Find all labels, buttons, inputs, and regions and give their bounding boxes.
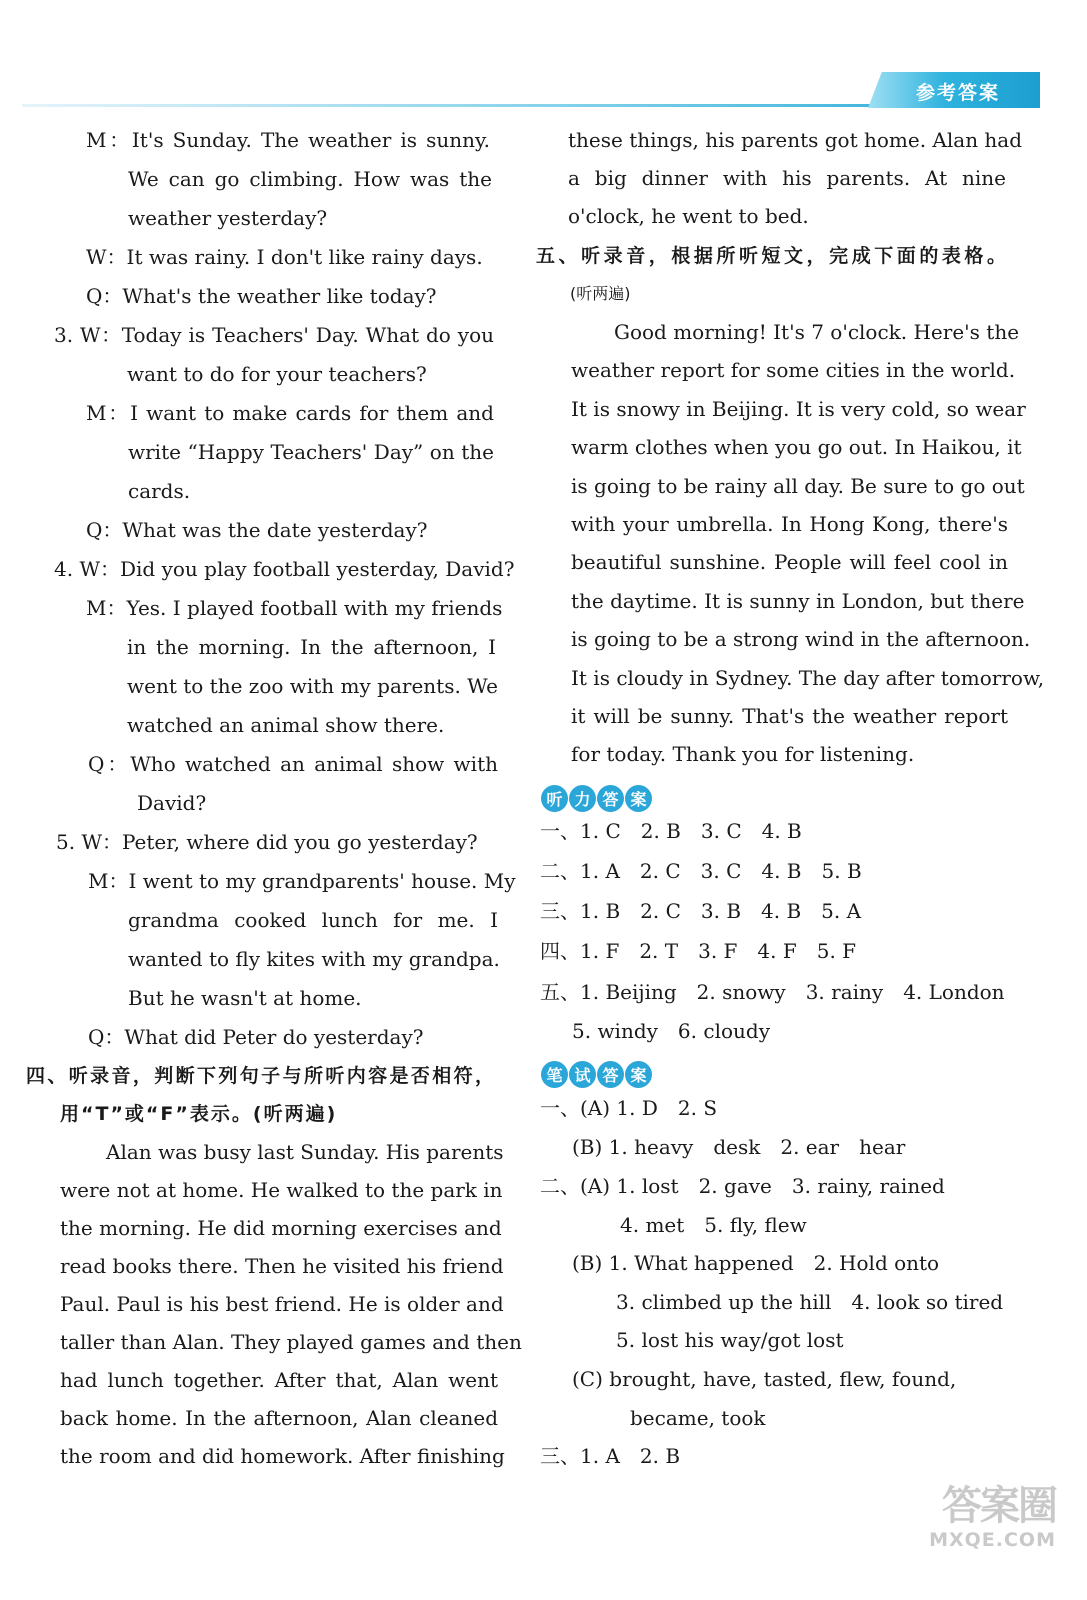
dialogue-line: in the morning. In the afternoon, I — [127, 635, 496, 659]
passage-line: taller than Alan. They played games and then — [60, 1330, 522, 1354]
passage-line: It is snowy in Beijing. It is very cold, so wear — [571, 397, 1026, 421]
listening-answers-badge — [541, 785, 652, 813]
passage-line: o'clock, he went to bed. — [568, 204, 809, 228]
dialogue-line: M：I went to my grandparents' house. My — [88, 869, 516, 893]
passage-line: warm clothes when you go out. In Haikou, it — [571, 435, 1022, 459]
badge-char: 试 — [569, 1061, 596, 1088]
passage-line: read books there. Then he visited his friend — [60, 1254, 504, 1278]
section4-heading-2: 用“T”或“F”表示。(听两遍) — [60, 1103, 338, 1125]
answer-line: (B) 1. What happened 2. Hold onto — [572, 1251, 940, 1275]
passage-line: with your umbrella. In Hong Kong, there's — [571, 512, 1008, 536]
watermark-url: MXQE.COM — [929, 1529, 1056, 1551]
dialogue-line: M：It's Sunday. The weather is sunny. — [86, 128, 490, 152]
answer-line: 二、(A) 1. lost 2. gave 3. rainy, rained — [540, 1174, 945, 1198]
dialogue-line: Q：What's the weather like today? — [86, 284, 437, 308]
passage-line: Paul. Paul is his best friend. He is older and — [60, 1292, 504, 1316]
passage-line: Good morning! It's 7 o'clock. Here's the — [614, 320, 1020, 344]
dialogue-line: 5. W：Peter, where did you go yesterday? — [56, 830, 478, 854]
dialogue-line: We can go climbing. How was the — [128, 167, 492, 191]
passage-line: for today. Thank you for listening. — [571, 742, 915, 766]
passage-line: It is cloudy in Sydney. The day after tomorrow, — [571, 666, 1045, 690]
badge-char: 听 — [541, 785, 568, 812]
dialogue-line: watched an animal show there. — [127, 713, 445, 737]
badge-char: 笔 — [541, 1061, 568, 1088]
badge-char: 答 — [597, 785, 624, 812]
answer-line: 四、1. F 2. T 3. F 4. F 5. F — [540, 939, 857, 963]
dialogue-line: Q：Who watched an animal show with — [88, 752, 498, 776]
passage-line: is going to be a strong wind in the afternoon. — [571, 627, 1031, 651]
answer-line: 二、1. A 2. C 3. C 4. B 5. B — [540, 859, 862, 883]
dialogue-line: But he wasn't at home. — [128, 986, 362, 1010]
dialogue-line: W：It was rainy. I don't like rainy days. — [86, 245, 483, 269]
passage-line: it will be sunny. That's the weather report — [571, 704, 1008, 728]
section5-note: (听两遍) — [570, 284, 631, 303]
passage-line: weather report for some cities in the world. — [571, 358, 1016, 382]
passage-line: a big dinner with his parents. At nine — [568, 166, 1006, 190]
answer-line: 5. lost his way/got lost — [616, 1328, 844, 1352]
answer-line: became, took — [630, 1406, 766, 1430]
passage-line: the room and did homework. After finishing — [60, 1444, 505, 1468]
answer-line: 三、1. A 2. B — [540, 1444, 681, 1468]
answer-line: 一、(A) 1. D 2. S — [540, 1096, 718, 1120]
passage-line: the daytime. It is sunny in London, but there — [571, 589, 1025, 613]
dialogue-line: M：I want to make cards for them and — [86, 401, 494, 425]
badge-char: 答 — [597, 1061, 624, 1088]
answer-line: 五、1. Beijing 2. snowy 3. rainy 4. London — [540, 980, 1005, 1004]
answer-line: 4. met 5. fly, flew — [620, 1213, 807, 1237]
badge-char: 力 — [569, 785, 596, 812]
dialogue-line: weather yesterday? — [128, 206, 328, 230]
passage-line: Alan was busy last Sunday. His parents — [106, 1140, 504, 1164]
passage-line: back home. In the afternoon, Alan cleaned — [60, 1406, 498, 1430]
dialogue-line: cards. — [128, 479, 191, 503]
dialogue-line: Q：What did Peter do yesterday? — [88, 1025, 424, 1049]
dialogue-line: grandma cooked lunch for me. I — [128, 908, 498, 932]
dialogue-line: 3. W：Today is Teachers' Day. What do you — [54, 323, 494, 347]
answer-line: (B) 1. heavy desk 2. ear hear — [572, 1135, 906, 1159]
watermark — [886, 1484, 1056, 1574]
answer-line: 3. climbed up the hill 4. look so tired — [616, 1290, 1004, 1314]
passage-line: had lunch together. After that, Alan went — [60, 1368, 498, 1392]
answer-line: 一、1. C 2. B 3. C 4. B — [540, 819, 802, 843]
answer-line: 5. windy 6. cloudy — [572, 1019, 770, 1043]
watermark-logo-text: 答案圈 — [942, 1483, 1056, 1529]
dialogue-line: M：Yes. I played football with my friends — [86, 596, 503, 620]
dialogue-line: wanted to fly kites with my grandpa. — [128, 947, 500, 971]
badge-char: 案 — [625, 1061, 652, 1088]
dialogue-line: want to do for your teachers? — [127, 362, 427, 386]
dialogue-line: went to the zoo with my parents. We — [127, 674, 498, 698]
section5-heading: 五、听录音，根据所听短文，完成下面的表格。 — [536, 245, 1008, 267]
passage-line: these things, his parents got home. Alan had — [568, 128, 1023, 152]
section4-heading: 四、听录音，判断下列句子与所听内容是否相符， — [26, 1065, 496, 1087]
dialogue-line: write “Happy Teachers' Day” on the — [128, 440, 494, 464]
passage-line: the morning. He did morning exercises and — [60, 1216, 502, 1240]
header-title: 参考答案 — [916, 82, 1001, 104]
passage-line: beautiful sunshine. People will feel cool in — [571, 550, 1008, 574]
dialogue-line: Q：What was the date yesterday? — [86, 518, 428, 542]
passage-line: were not at home. He walked to the park in — [60, 1178, 503, 1202]
dialogue-line: 4. W：Did you play football yesterday, David? — [54, 557, 515, 581]
dialogue-line: David? — [137, 791, 207, 815]
answer-line: (C) brought, have, tasted, flew, found, — [572, 1367, 957, 1391]
passage-line: is going to be rainy all day. Be sure to go out — [571, 474, 1025, 498]
answer-line: 三、1. B 2. C 3. B 4. B 5. A — [540, 899, 862, 923]
badge-char: 案 — [625, 785, 652, 812]
written-answers-badge — [541, 1061, 652, 1089]
